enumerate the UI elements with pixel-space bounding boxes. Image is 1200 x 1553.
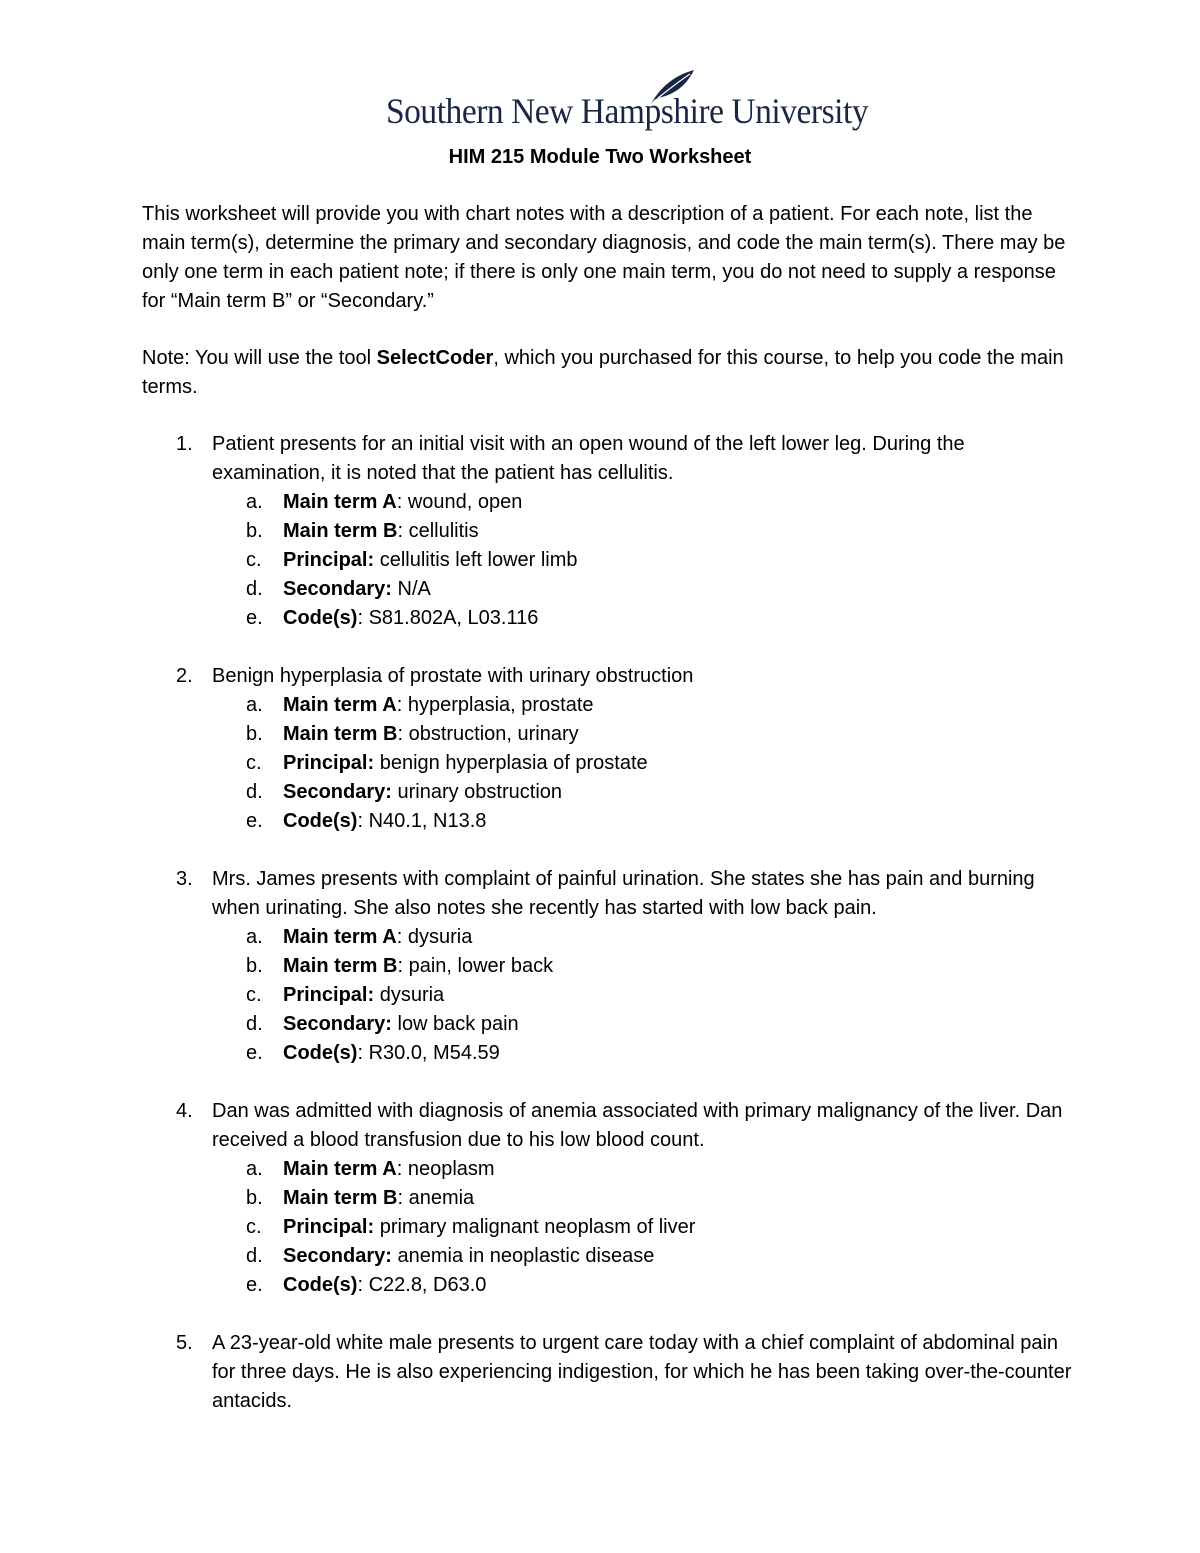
answer-letter: c. xyxy=(246,752,262,774)
answer-item xyxy=(212,575,1082,604)
answer-label: Main term A xyxy=(283,694,397,716)
answer-item xyxy=(212,1213,1082,1242)
answer-list xyxy=(212,923,1082,1068)
answer-label: Principal: xyxy=(283,549,375,571)
answer-label: Principal: xyxy=(283,1216,375,1238)
answer-value: primary malignant neoplasm of liver xyxy=(374,1216,696,1238)
answer-item xyxy=(212,517,1082,546)
answer-label: Code(s) xyxy=(283,607,358,629)
answer-letter: d. xyxy=(246,781,263,803)
answer-item xyxy=(212,923,1082,952)
answer-label: Secondary: xyxy=(283,578,392,600)
question-item xyxy=(142,430,1082,633)
answer-item xyxy=(212,604,1082,633)
note-prefix: Note: You will use the tool xyxy=(142,347,377,369)
answer-item xyxy=(212,952,1082,981)
question-number: 2. xyxy=(176,665,193,687)
questions-list xyxy=(142,430,1082,1445)
answer-letter: e. xyxy=(246,810,263,832)
answer-label: Code(s) xyxy=(283,1274,358,1296)
question-text: Benign hyperplasia of prostate with urinary obstruction xyxy=(212,665,694,687)
answer-value: : C22.8, D63.0 xyxy=(357,1274,487,1296)
answer-letter: a. xyxy=(246,1158,263,1180)
answer-value: : wound, open xyxy=(396,491,523,513)
question-item xyxy=(142,1097,1082,1300)
answer-letter: b. xyxy=(246,520,263,542)
question-item xyxy=(142,662,1082,836)
answer-value: : S81.802A, L03.116 xyxy=(357,607,539,629)
answer-item xyxy=(212,1155,1082,1184)
question-text: A 23-year-old white male presents to urgent care today with a chief complaint of abdominal pain for three days. He is also experiencing indigestion, for which he has been taking over-the-counter antacids. xyxy=(212,1332,1072,1412)
answer-item xyxy=(212,778,1082,807)
university-name: Southern New Hampshire University xyxy=(386,91,869,131)
answer-value: : cellulitis xyxy=(397,520,479,542)
question-number: 5. xyxy=(176,1332,193,1354)
answer-item xyxy=(212,1184,1082,1213)
answer-item xyxy=(212,1010,1082,1039)
answer-letter: d. xyxy=(246,1245,263,1267)
answer-item xyxy=(212,749,1082,778)
answer-list xyxy=(212,488,1082,633)
answer-label: Main term A xyxy=(283,491,397,513)
answer-value: benign hyperplasia of prostate xyxy=(374,752,648,774)
question-number: 3. xyxy=(176,868,193,890)
answer-letter: b. xyxy=(246,1187,263,1209)
answer-label: Main term B xyxy=(283,520,398,542)
answer-label: Main term B xyxy=(283,723,398,745)
answer-letter: e. xyxy=(246,607,263,629)
answer-letter: b. xyxy=(246,955,263,977)
question-item xyxy=(142,865,1082,1068)
question-number: 1. xyxy=(176,433,193,455)
answer-item xyxy=(212,691,1082,720)
question-text: Dan was admitted with diagnosis of anemia associated with primary malignancy of the liver. Dan received a blood transfusion due to his low blood count. xyxy=(212,1100,1063,1151)
answer-letter: b. xyxy=(246,723,263,745)
answer-letter: c. xyxy=(246,984,262,1006)
answer-value: : hyperplasia, prostate xyxy=(396,694,594,716)
answer-value: N/A xyxy=(391,578,431,600)
answer-letter: d. xyxy=(246,1013,263,1035)
question-number: 4. xyxy=(176,1100,193,1122)
answer-label: Principal: xyxy=(283,752,375,774)
answer-value: : obstruction, urinary xyxy=(397,723,579,745)
answer-value: low back pain xyxy=(391,1013,519,1035)
answer-list xyxy=(212,1155,1082,1300)
answer-item xyxy=(212,546,1082,575)
answer-value: anemia in neoplastic disease xyxy=(391,1245,655,1267)
answer-value: : dysuria xyxy=(396,926,473,948)
answer-letter: e. xyxy=(246,1042,263,1064)
answer-letter: a. xyxy=(246,694,263,716)
question-item xyxy=(142,1329,1082,1416)
question-text: Patient presents for an initial visit with an open wound of the left lower leg. During the examination, it is noted that the patient has cellulitis. xyxy=(212,433,965,484)
answer-label: Code(s) xyxy=(283,810,358,832)
answer-label: Main term B xyxy=(283,955,398,977)
answer-value: : anemia xyxy=(397,1187,475,1209)
answer-item xyxy=(212,1039,1082,1068)
answer-item xyxy=(212,807,1082,836)
answer-value: cellulitis left lower limb xyxy=(374,549,578,571)
answer-letter: c. xyxy=(246,1216,262,1238)
university-logo xyxy=(386,68,869,136)
answer-letter: a. xyxy=(246,491,263,513)
answer-label: Code(s) xyxy=(283,1042,358,1064)
answer-item xyxy=(212,720,1082,749)
answer-item xyxy=(212,981,1082,1010)
answer-value: : pain, lower back xyxy=(397,955,554,977)
answer-item xyxy=(212,488,1082,517)
intro-paragraph: This worksheet will provide you with chart notes with a description of a patient. For each note, list the main term(s), determine the primary and secondary diagnosis, and code the main term(s). There may be only one term in each patient note; if there is only one main term, you do not need to supply a response for “Main term B” or “Secondary.” xyxy=(142,203,1066,312)
note-suffix: , which you purchased for this course, to help you code the main terms. xyxy=(142,347,1064,398)
answer-label: Main term A xyxy=(283,1158,397,1180)
answer-value: : neoplasm xyxy=(396,1158,495,1180)
answer-letter: d. xyxy=(246,578,263,600)
answer-label: Secondary: xyxy=(283,1013,392,1035)
answer-item xyxy=(212,1242,1082,1271)
question-text: Mrs. James presents with complaint of painful urination. She states she has pain and burning when urinating. She also notes she recently has started with low back pain. xyxy=(212,868,1035,919)
answer-letter: e. xyxy=(246,1274,263,1296)
answer-item xyxy=(212,1271,1082,1300)
answer-value: dysuria xyxy=(374,984,445,1006)
page-title: HIM 215 Module Two Worksheet xyxy=(448,146,752,168)
answer-value: : N40.1, N13.8 xyxy=(357,810,487,832)
answer-letter: a. xyxy=(246,926,263,948)
note-paragraph xyxy=(142,344,1072,402)
answer-label: Secondary: xyxy=(283,1245,392,1267)
answer-label: Main term B xyxy=(283,1187,398,1209)
tool-name: SelectCoder xyxy=(376,347,494,369)
answer-label: Secondary: xyxy=(283,781,392,803)
answer-value: urinary obstruction xyxy=(391,781,563,803)
answer-label: Main term A xyxy=(283,926,397,948)
answer-value: : R30.0, M54.59 xyxy=(357,1042,500,1064)
answer-list xyxy=(212,691,1082,836)
answer-label: Principal: xyxy=(283,984,375,1006)
answer-letter: c. xyxy=(246,549,262,571)
